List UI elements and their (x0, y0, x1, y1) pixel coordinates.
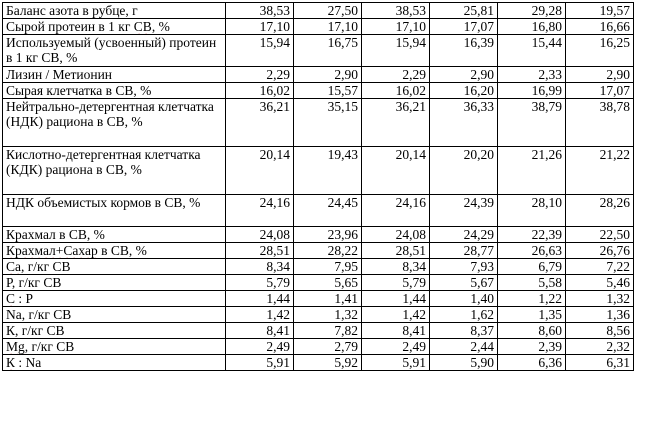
value-cell: 5,67 (430, 275, 498, 291)
row-label: Р, г/кг СВ (6, 275, 62, 290)
value-cell: 15,44 (498, 35, 566, 67)
value-cell: 2,90 (566, 67, 634, 83)
value-cell: 16,99 (498, 83, 566, 99)
row-label-cell (3, 259, 226, 275)
value-cell: 2,90 (430, 67, 498, 83)
value-cell: 2,90 (294, 67, 362, 83)
row-label: Крахмал+Сахар в СВ, % (6, 243, 147, 258)
value-cell: 24,16 (226, 195, 294, 227)
row-label-cell (3, 291, 226, 307)
value-cell: 17,10 (226, 19, 294, 35)
row-label-cell (3, 227, 226, 243)
value-cell: 28,51 (362, 243, 430, 259)
value-cell: 17,07 (430, 19, 498, 35)
value-cell: 36,33 (430, 99, 498, 147)
value-cell: 7,93 (430, 259, 498, 275)
row-label-cell (3, 275, 226, 291)
value-cell: 24,16 (362, 195, 430, 227)
value-cell: 1,36 (566, 307, 634, 323)
value-cell: 2,44 (430, 339, 498, 355)
value-cell: 16,66 (566, 19, 634, 35)
value-cell: 1,62 (430, 307, 498, 323)
row-label: Лизин / Метионин (6, 67, 113, 82)
table-row (3, 355, 634, 371)
value-cell: 24,08 (362, 227, 430, 243)
value-cell: 24,29 (430, 227, 498, 243)
value-cell: 1,41 (294, 291, 362, 307)
table-row (3, 67, 634, 83)
value-cell: 2,49 (362, 339, 430, 355)
value-cell: 7,95 (294, 259, 362, 275)
value-cell: 25,81 (430, 3, 498, 19)
value-cell: 28,26 (566, 195, 634, 227)
value-cell: 8,60 (498, 323, 566, 339)
table-row (3, 99, 634, 147)
table-row (3, 259, 634, 275)
value-cell: 21,26 (498, 147, 566, 195)
value-cell: 1,32 (294, 307, 362, 323)
table-row (3, 195, 634, 227)
row-label-cell (3, 3, 226, 19)
value-cell: 20,14 (226, 147, 294, 195)
value-cell: 24,39 (430, 195, 498, 227)
row-label-cell (3, 243, 226, 259)
value-cell: 2,32 (566, 339, 634, 355)
value-cell: 5,92 (294, 355, 362, 371)
row-label: Mg, г/кг СВ (6, 339, 75, 354)
table-row (3, 323, 634, 339)
nutrition-table (2, 2, 634, 371)
spellcheck-underline: Са (6, 259, 21, 274)
value-cell: 28,51 (226, 243, 294, 259)
value-cell: 22,39 (498, 227, 566, 243)
value-cell: 16,39 (430, 35, 498, 67)
value-cell: 5,91 (362, 355, 430, 371)
row-label: Нейтрально-детергентная клетчатка (НДК) рациона в СВ, % (6, 99, 214, 129)
value-cell: 1,22 (498, 291, 566, 307)
value-cell: 15,57 (294, 83, 362, 99)
value-cell: 8,34 (226, 259, 294, 275)
spellcheck-underline: Mg (6, 339, 25, 354)
value-cell: 6,36 (498, 355, 566, 371)
value-cell: 5,65 (294, 275, 362, 291)
value-cell: 38,78 (566, 99, 634, 147)
value-cell: 24,08 (226, 227, 294, 243)
value-cell: 5,58 (498, 275, 566, 291)
table-row (3, 243, 634, 259)
value-cell: 7,82 (294, 323, 362, 339)
value-cell: 2,29 (362, 67, 430, 83)
row-label-cell (3, 195, 226, 227)
value-cell: 8,41 (226, 323, 294, 339)
table-row (3, 275, 634, 291)
table-body (3, 3, 634, 371)
value-cell: 8,56 (566, 323, 634, 339)
table-container (2, 2, 634, 371)
value-cell: 6,31 (566, 355, 634, 371)
value-cell: 27,50 (294, 3, 362, 19)
value-cell: 28,22 (294, 243, 362, 259)
spellcheck-underline: СВ (133, 19, 152, 34)
value-cell: 16,25 (566, 35, 634, 67)
spellcheck-underline: С (6, 291, 16, 306)
row-label-cell (3, 355, 226, 371)
row-label: Крахмал в СВ, % (6, 227, 105, 242)
value-cell: 2,79 (294, 339, 362, 355)
table-row (3, 227, 634, 243)
row-label: Баланс азота в рубце, г (6, 3, 138, 18)
value-cell: 36,21 (226, 99, 294, 147)
spellcheck-underline: Крахмал+Сахар (6, 243, 98, 258)
value-cell: 20,20 (430, 147, 498, 195)
row-label-cell (3, 323, 226, 339)
row-label: Сырой протеин в 1 кг СВ, % (6, 19, 170, 34)
value-cell: 2,33 (498, 67, 566, 83)
value-cell: 16,20 (430, 83, 498, 99)
value-cell: 29,28 (498, 3, 566, 19)
row-label: Са, г/кг СВ (6, 259, 71, 274)
row-label-cell (3, 307, 226, 323)
value-cell: 19,57 (566, 3, 634, 19)
value-cell: 1,35 (498, 307, 566, 323)
table-row (3, 35, 634, 67)
value-cell: 36,21 (362, 99, 430, 147)
value-cell: 16,02 (362, 83, 430, 99)
row-label: НДК объемистых кормов в СВ, % (6, 195, 201, 210)
value-cell: 1,44 (226, 291, 294, 307)
row-label: Кислотно-детергентная клетчатка (КДК) рациона в СВ, % (6, 147, 201, 177)
value-cell: 24,45 (294, 195, 362, 227)
table-row (3, 19, 634, 35)
value-cell: 1,40 (430, 291, 498, 307)
value-cell: 17,10 (294, 19, 362, 35)
row-label: С : Р (6, 291, 34, 306)
value-cell: 7,22 (566, 259, 634, 275)
value-cell: 5,90 (430, 355, 498, 371)
row-label-cell (3, 67, 226, 83)
value-cell: 23,96 (294, 227, 362, 243)
value-cell: 17,07 (566, 83, 634, 99)
value-cell: 5,79 (226, 275, 294, 291)
row-label: Сырая клетчатка в СВ, % (6, 83, 152, 98)
value-cell: 5,79 (362, 275, 430, 291)
table-row (3, 3, 634, 19)
value-cell: 8,37 (430, 323, 498, 339)
value-cell: 15,94 (362, 35, 430, 67)
value-cell: 26,63 (498, 243, 566, 259)
row-label: К : Na (6, 355, 42, 370)
row-label-cell (3, 83, 226, 99)
row-label-cell (3, 99, 226, 147)
value-cell: 20,14 (362, 147, 430, 195)
value-cell: 15,94 (226, 35, 294, 67)
table-row (3, 339, 634, 355)
value-cell: 1,42 (362, 307, 430, 323)
value-cell: 22,50 (566, 227, 634, 243)
row-label-cell (3, 19, 226, 35)
table-row (3, 307, 634, 323)
value-cell: 17,10 (362, 19, 430, 35)
table-row (3, 83, 634, 99)
row-label-cell (3, 35, 226, 67)
value-cell: 2,39 (498, 339, 566, 355)
value-cell: 28,10 (498, 195, 566, 227)
spellcheck-underline: К (6, 355, 16, 370)
row-label: Используемый (усвоенный) протеин в 1 кг СВ, % (6, 35, 217, 65)
value-cell: 1,32 (566, 291, 634, 307)
value-cell: 5,46 (566, 275, 634, 291)
value-cell: 35,15 (294, 99, 362, 147)
value-cell: 16,80 (498, 19, 566, 35)
row-label: К, г/кг СВ (6, 323, 65, 338)
row-label-cell (3, 147, 226, 195)
value-cell: 19,43 (294, 147, 362, 195)
value-cell: 21,22 (566, 147, 634, 195)
value-cell: 1,42 (226, 307, 294, 323)
value-cell: 1,44 (362, 291, 430, 307)
value-cell: 16,75 (294, 35, 362, 67)
value-cell: 8,34 (362, 259, 430, 275)
value-cell: 6,79 (498, 259, 566, 275)
value-cell: 26,76 (566, 243, 634, 259)
value-cell: 2,49 (226, 339, 294, 355)
value-cell: 38,53 (226, 3, 294, 19)
value-cell: 38,53 (362, 3, 430, 19)
value-cell: 16,02 (226, 83, 294, 99)
row-label: Na, г/кг СВ (6, 307, 72, 322)
row-label-cell (3, 339, 226, 355)
value-cell: 2,29 (226, 67, 294, 83)
value-cell: 28,77 (430, 243, 498, 259)
value-cell: 8,41 (362, 323, 430, 339)
table-row (3, 147, 634, 195)
value-cell: 5,91 (226, 355, 294, 371)
value-cell: 38,79 (498, 99, 566, 147)
table-row (3, 291, 634, 307)
